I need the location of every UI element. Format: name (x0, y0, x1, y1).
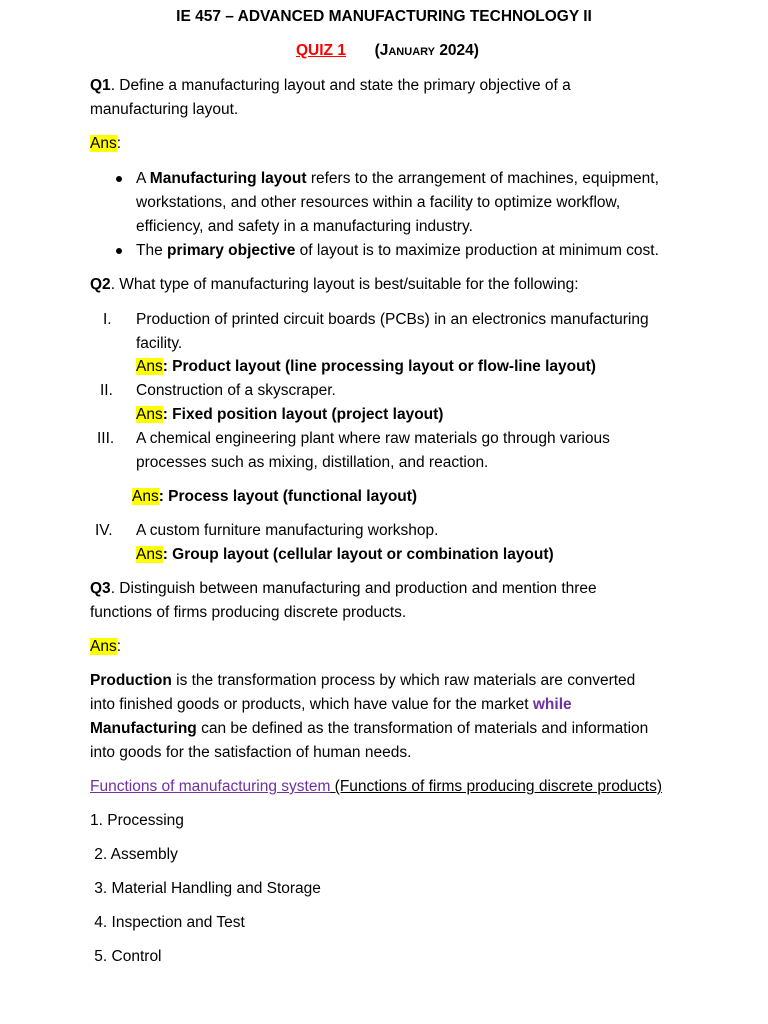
para-line3 (90, 719, 648, 739)
function-item: 4. Inspection and Test (90, 914, 245, 931)
quiz-header (296, 41, 479, 61)
q2-line (90, 275, 579, 295)
quiz-date: (January 2024) (374, 42, 479, 59)
para-line2 (90, 695, 572, 715)
bold-term: Manufacturing layout (149, 170, 307, 187)
q1-answer-label (90, 134, 121, 154)
function-item: 2. Assembly (90, 846, 178, 863)
item-answer (136, 545, 554, 565)
answer-text: : Fixed position layout (project layout) (162, 406, 444, 423)
ans-colon: : (116, 135, 122, 152)
q1-text: . Define a manufacturing layout and state the primary objective of a (110, 77, 571, 94)
function-item: 5. Control (90, 948, 162, 965)
para-text: can be defined as the transformation of materials and information (196, 720, 649, 737)
ans-highlight: Ans (90, 638, 117, 655)
ans-highlight: Ans (136, 546, 163, 563)
ans-highlight: Ans (136, 406, 163, 423)
para-line1 (90, 671, 635, 691)
item-numeral: I. (103, 311, 112, 328)
bullet-dot (116, 176, 122, 182)
q3-line2: functions of firms producing discrete products. (90, 604, 407, 621)
bullet-text: A (136, 170, 150, 187)
bullet-text: refers to the arrangement of machines, equipment, (306, 170, 659, 187)
item-text: Construction of a skyscraper. (136, 382, 336, 399)
bold-term: Manufacturing (90, 720, 197, 737)
q3-line1 (90, 579, 597, 599)
ans-highlight: Ans (90, 135, 117, 152)
bullet-dot (116, 248, 122, 254)
q1-line1 (90, 76, 571, 96)
q3-answer-label (90, 637, 121, 657)
bold-term: primary objective (167, 242, 296, 259)
quiz-label: QUIZ 1 (296, 42, 346, 59)
q1-bullet-1-line1 (136, 169, 659, 189)
para-text: is the transformation process by which raw materials are converted (171, 672, 636, 689)
bullet-text: of layout is to maximize production at minimum cost. (295, 242, 659, 259)
ans-highlight: Ans (132, 488, 159, 505)
ans-colon: : (116, 638, 122, 655)
function-item: 3. Material Handling and Storage (90, 880, 321, 897)
functions-subheading: (Functions of firms producing discrete products) (330, 778, 663, 795)
item-answer (136, 405, 443, 425)
item-numeral: IV. (95, 522, 113, 539)
para-line4: into goods for the satisfaction of human needs. (90, 744, 412, 761)
item-answer (132, 487, 417, 507)
q2-number: Q2 (90, 276, 111, 293)
bold-term: Production (90, 672, 172, 689)
q1-line2: manufacturing layout. (90, 101, 239, 118)
ans-highlight: Ans (136, 358, 163, 375)
function-item: 1. Processing (90, 812, 184, 829)
q1-bullet-2 (136, 241, 659, 261)
item-numeral: III. (97, 430, 115, 447)
item-answer (136, 357, 596, 377)
item-text: facility. (136, 335, 183, 352)
functions-heading-line (90, 777, 662, 797)
item-text: A custom furniture manufacturing workshop. (136, 522, 439, 539)
item-text: processes such as mixing, distillation, and reaction. (136, 454, 489, 471)
item-text: Production of printed circuit boards (PCBs) in an electronics manufacturing (136, 311, 649, 328)
answer-text: : Product layout (line processing layout or flow-line layout) (162, 358, 596, 375)
item-numeral: II. (100, 382, 113, 399)
q1-number: Q1 (90, 77, 111, 94)
para-text: into finished goods or products, which have value for the market (90, 696, 533, 713)
q3-text: . Distinguish between manufacturing and production and mention three (110, 580, 597, 597)
item-text: A chemical engineering plant where raw materials go through various (136, 430, 610, 447)
functions-heading: Functions of manufacturing system (90, 778, 331, 795)
answer-text: : Group layout (cellular layout or combination layout) (162, 546, 554, 563)
while-word: while (532, 696, 572, 713)
q2-text: . What type of manufacturing layout is best/suitable for the following: (110, 276, 579, 293)
bullet-text: The (136, 242, 168, 259)
q1-bullet-1-line3: efficiency, and safety in a manufacturing industry. (136, 218, 473, 235)
q3-number: Q3 (90, 580, 111, 597)
q1-bullet-1-line2: workstations, and other resources within a facility to optimize workflow, (136, 194, 621, 211)
answer-text: : Process layout (functional layout) (158, 488, 418, 505)
document-title: IE 457 – ADVANCED MANUFACTURING TECHNOLOGY II (176, 8, 592, 25)
